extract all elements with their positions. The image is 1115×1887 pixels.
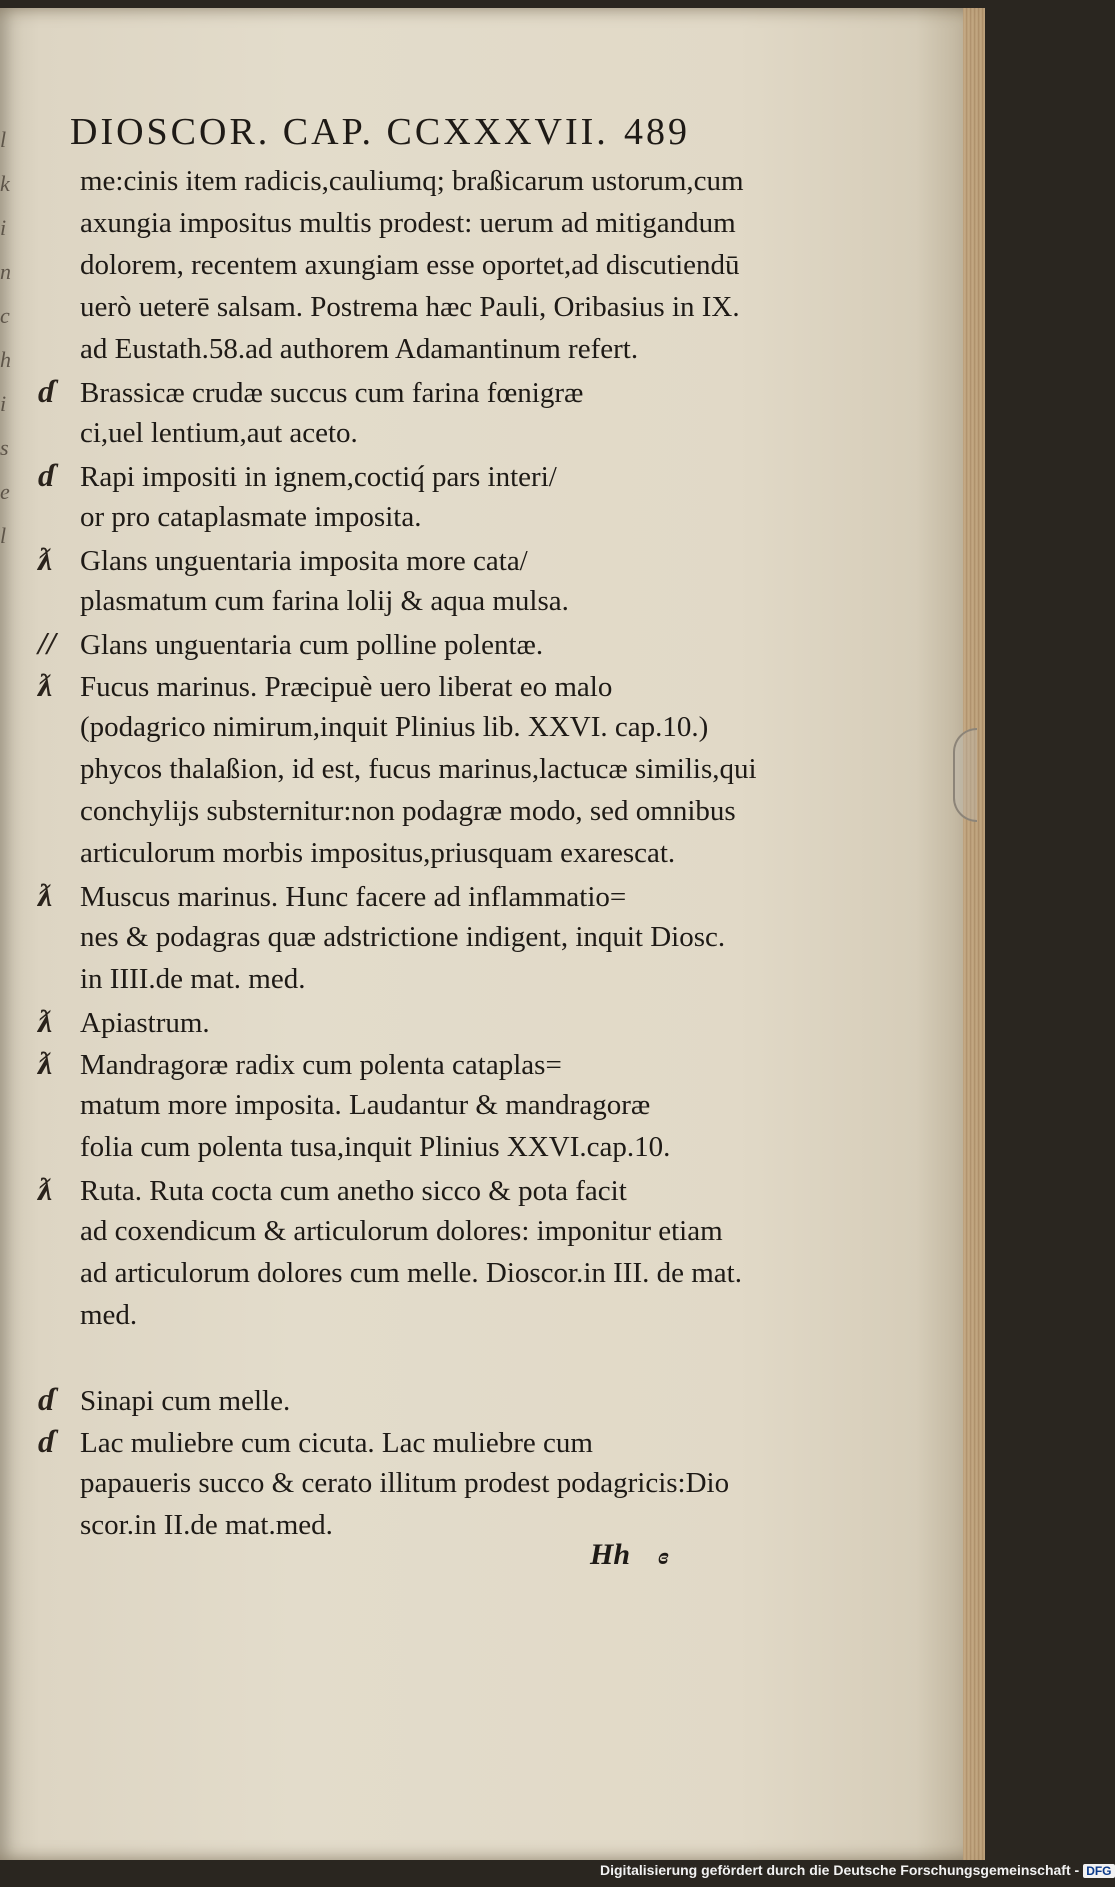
- margin-mark: e: [0, 479, 10, 504]
- text-line: [38, 1420, 738, 1462]
- line-text: Rapi impositi in ignem,coctiq́ pars interi/: [80, 461, 557, 493]
- margin-mark: l: [0, 127, 7, 152]
- text-line: [38, 580, 738, 622]
- margin-mark: i: [0, 391, 7, 416]
- line-text: uerò ueterē salsam. Postrema hæc Pauli, Oribasius in IX.: [80, 291, 740, 323]
- line-text: ad articulorum dolores cum melle. Dioscor.in III. de mat.: [80, 1257, 742, 1289]
- paragraph-mark: ƛ: [38, 667, 53, 703]
- line-text: articulorum morbis impositus,priusquam exarescat.: [80, 837, 676, 869]
- margin-mark: h: [0, 347, 11, 372]
- text-line: [38, 538, 738, 580]
- line-text: Glans unguentaria imposita more cata/: [80, 545, 528, 577]
- line-text: plasmatum cum farina lolij & aqua mulsa.: [80, 585, 569, 617]
- line-text: ad Eustath.58.ad authorem Adamantinum refert.: [80, 333, 639, 365]
- text-line: [38, 496, 738, 538]
- signature-text: Hh: [590, 1538, 631, 1571]
- credit-text: Digitalisierung gefördert durch die Deutsche Forschungsgemeinschaft -: [600, 1862, 1080, 1878]
- line-text: Muscus marinus. Hunc facere ad inflammatio=: [80, 881, 627, 913]
- text-line: [38, 664, 738, 706]
- text-line: [38, 244, 738, 286]
- running-head: [70, 110, 690, 160]
- line-text: axungia impositus multis prodest: uerum ad mitigandum: [80, 207, 736, 239]
- paragraph-mark: ɗ: [38, 1381, 54, 1417]
- text-line: [38, 1210, 738, 1252]
- page-edge: [963, 8, 985, 1860]
- paragraph-mark: ɗ: [38, 1423, 54, 1459]
- margin-mark: k: [0, 171, 10, 196]
- paragraph-mark: ƛ: [38, 1003, 53, 1039]
- text-line: [38, 370, 738, 412]
- line-text: Apiastrum.: [80, 1007, 210, 1039]
- text-line: [38, 1294, 738, 1336]
- text-line: [38, 832, 738, 874]
- line-text: folia cum polenta tusa,inquit Plinius XXVI.cap.10.: [80, 1131, 671, 1163]
- line-text: ci,uel lentium,aut aceto.: [80, 417, 358, 449]
- paragraph-mark: ƛ: [38, 1171, 53, 1207]
- text-line: [38, 958, 738, 1000]
- dfg-logo: DFG: [1083, 1864, 1114, 1878]
- text-line: [38, 748, 757, 790]
- line-text: med.: [80, 1299, 138, 1331]
- text-line: [38, 328, 738, 370]
- text-line: [38, 1378, 738, 1420]
- paragraph-mark: ɗ: [38, 457, 54, 493]
- body-text: [38, 160, 757, 1546]
- text-line: [38, 1042, 738, 1084]
- text-line: [38, 916, 738, 958]
- text-line: [38, 412, 738, 454]
- paragraph-mark: ɗ: [38, 373, 54, 409]
- margin-mark: n: [0, 259, 11, 284]
- text-line: [38, 202, 738, 244]
- margin-marks: [0, 118, 20, 558]
- text-line: [38, 1084, 738, 1126]
- text-line: [38, 1462, 738, 1504]
- text-line: [38, 874, 738, 916]
- text-line: [38, 790, 738, 832]
- margin-mark: s: [0, 435, 9, 460]
- line-text: Mandragoræ radix cum polenta cataplas=: [80, 1049, 562, 1081]
- line-text: papaueris succo & cerato illitum prodest podagricis:Dio: [80, 1467, 730, 1499]
- text-line: [38, 1252, 742, 1294]
- text-line: [38, 706, 738, 748]
- margin-mark: i: [0, 215, 7, 240]
- paragraph-mark: ƛ: [38, 877, 53, 913]
- text-line: [38, 1168, 738, 1210]
- paragraph-mark: ƛ: [38, 1045, 53, 1081]
- book-page: [0, 8, 985, 1860]
- line-text: Brassicæ crudæ succus cum farina fœnigræ: [80, 377, 584, 409]
- line-text: Glans unguentaria cum polline polentæ.: [80, 629, 544, 661]
- line-text: ad coxendicum & articulorum dolores: imponitur etiam: [80, 1215, 723, 1247]
- line-text: matum more imposita. Laudantur & mandragoræ: [80, 1089, 651, 1121]
- text-line: [38, 1126, 738, 1168]
- margin-mark: c: [0, 303, 10, 328]
- line-text: scor.in II.de mat.med.: [80, 1509, 333, 1541]
- line-text: me:cinis item radicis,cauliumq; braßicarum ustorum,cum: [80, 165, 744, 197]
- line-text: Fucus marinus. Præcipuè uero liberat eo malo: [80, 671, 613, 703]
- paragraph-mark: ƛ: [38, 541, 53, 577]
- text-line: [38, 160, 744, 202]
- margin-mark: l: [0, 523, 7, 548]
- page-number: 489: [624, 111, 690, 153]
- running-title: DIOSCOR. CAP. CCXXXVII.: [70, 111, 609, 153]
- line-text: conchylijs substernitur:non podagræ modo, sed omnibus: [80, 795, 736, 827]
- digitization-credit: [600, 1862, 1112, 1884]
- text-line: [38, 454, 738, 496]
- line-text: Lac muliebre cum cicuta. Lac muliebre cum: [80, 1427, 593, 1459]
- line-text: in IIII.de mat. med.: [80, 963, 306, 995]
- line-text: phycos thalaßion, id est, fucus marinus,lactucæ similis,qui: [80, 753, 757, 785]
- paragraph-mark: //: [38, 625, 56, 661]
- text-line: [38, 1000, 738, 1042]
- text-line: [38, 286, 738, 328]
- line-text: (podagrico nimirum,inquit Plinius lib. XXVI. cap.10.): [80, 711, 709, 743]
- line-text: dolorem, recentem axungiam esse oportet,ad discutiendū: [80, 249, 740, 281]
- text-line: [38, 622, 738, 664]
- page-clip: [953, 728, 977, 822]
- line-text: Sinapi cum melle.: [80, 1385, 291, 1417]
- line-text: or pro cataplasmate imposita.: [80, 501, 422, 533]
- text-line: [38, 1336, 738, 1378]
- signature-mark: [590, 1538, 669, 1572]
- signature-symbol: ɞ: [658, 1544, 670, 1570]
- line-text: Ruta. Ruta cocta cum anetho sicco & pota facit: [80, 1175, 627, 1207]
- line-text: nes & podagras quæ adstrictione indigent, inquit Diosc.: [80, 921, 726, 953]
